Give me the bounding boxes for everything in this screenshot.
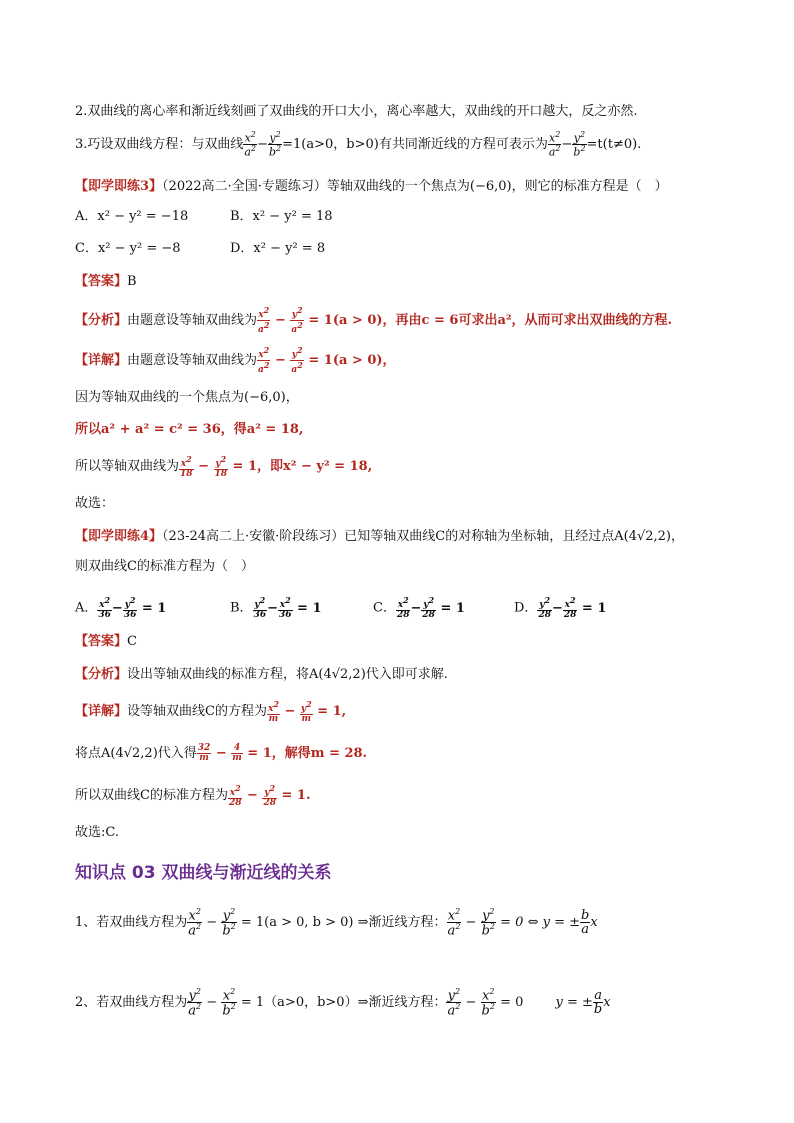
ex4-option-a-label: A． <box>75 600 98 616</box>
ex4-l2-a: 所以双曲线C的标准方程为 <box>75 788 228 803</box>
ex4-l1-a: 将点A(4√2,2)代入得 <box>75 746 197 761</box>
ex4-answer: C <box>127 634 137 649</box>
ex3-detail-l1: 因为等轴双曲线的一个焦点为(−6,0)， <box>75 390 299 405</box>
frac-x2-28: $\frac{x^2}{28}$ <box>228 782 242 808</box>
frac-d2: $\frac{x^2}{28}$ <box>563 595 577 620</box>
frac-y2-18: $\frac{y^2}{18}$ <box>214 453 228 479</box>
ex4-option-b-label: B． <box>230 600 253 616</box>
ex3-stem: （2022高二·全国·专题练习）等轴双曲线的一个焦点为(−6,0)，则它的标准方程是（ ） <box>162 179 668 194</box>
ex4-analysis-tag: 【分析】 <box>75 667 128 682</box>
frac-x2-a2-red: $\frac{x^2}{a^2}$ <box>258 305 270 335</box>
frac-k1-x2a2: $\frac{x^2}{a^2}$ <box>188 906 202 939</box>
ex3-analysis-a: 由题意设等轴双曲线为 <box>127 313 258 328</box>
note-p3-pre: 3.巧设双曲线方程：与双曲线 <box>75 137 244 152</box>
frac-x2-18: $\frac{x^2}{18}$ <box>180 453 193 479</box>
frac-k1-y2b2: $\frac{y^2}{b^2}$ <box>222 906 236 939</box>
ex3-detail-line: 【详解】由题意设等轴双曲线为 $\frac{x^2}{a^2}$ − $\frac{y^2}{a^2}$ = 1(a > 0)， <box>75 345 396 375</box>
frac-y2-m: $\frac{y^2}{m}$ <box>300 698 312 724</box>
note-p3: 3.巧设双曲线方程：与双曲线 $\frac{x^2}{a^2}$ − $\frac{y^2}{b^2}$ =1(a>0，b>0)有共同渐近线的方程可表示为 $\frac{x^2}{a^2}$ − $\frac{y^2}{b^2}$ =t(t≠0). <box>75 130 642 159</box>
ex3-answer-tag: 【答案】 <box>75 274 128 289</box>
ex4-option-b: B． $\frac{y^2}{36}$ − $\frac{x^2}{36}$ = 1 <box>230 595 322 620</box>
frac-k2-y2a2-b: $\frac{y^2}{a^2}$ <box>447 986 461 1019</box>
ex3-option-c: C．x² − y² = −8 <box>75 241 181 256</box>
note-p2: 2.双曲线的离心率和渐近线刻画了双曲线的开口大小，离心率越大，双曲线的开口越大，反之亦然. <box>75 104 638 119</box>
ex3-option-d: D．x² − y² = 8 <box>230 241 326 256</box>
frac-k2-x2b2-b: $\frac{x^2}{b^2}$ <box>481 986 495 1019</box>
frac-4-m: $\frac{4}{m}$ <box>232 743 242 763</box>
ex4-detail-line: 【详解】设等轴双曲线C的方程为 $\frac{x^2}{m}$ − $\frac{y^2}{m}$ = 1, <box>75 698 347 724</box>
ex3-l3-b: = 1，即x² − y² = 18, <box>228 459 373 474</box>
frac-y2-b2: $\frac{y^2}{b^2}$ <box>268 130 282 159</box>
frac-k1-x2a2-b: $\frac{x^2}{a^2}$ <box>447 906 461 939</box>
ex3-analysis-line: 【分析】由题意设等轴双曲线为 $\frac{x^2}{a^2}$ − $\frac{y^2}{a^2}$ = 1(a > 0)，再由c = 6可求出a²，从而可求出双曲线的方程. <box>75 305 673 335</box>
frac-c2: $\frac{y^2}{28}$ <box>422 595 435 620</box>
frac-c1: $\frac{x^2}{28}$ <box>396 595 410 620</box>
ex4-option-a: A． $\frac{x^2}{36}$ − $\frac{y^2}{36}$ = 1 <box>75 595 167 620</box>
ex4-answer-line <box>75 633 137 651</box>
frac-a2: $\frac{y^2}{36}$ <box>123 595 137 620</box>
ex3-detail-l2: 所以a² + a² = c² = 36，得a² = 18, <box>75 422 304 437</box>
ex3-analysis-tag: 【分析】 <box>75 313 128 328</box>
frac-x2-m: $\frac{x^2}{m}$ <box>267 698 279 724</box>
note-p3-mid1: =1(a>0，b>0)有共同渐近线的方程可表示为 <box>282 137 548 152</box>
ex4-detail-b: = 1, <box>312 704 347 719</box>
frac-k2-x2b2: $\frac{x^2}{b^2}$ <box>222 986 236 1019</box>
section-title: 知识点 03 双曲线与渐近线的关系 <box>75 863 332 883</box>
ex3-detail-tag: 【详解】 <box>75 353 128 368</box>
frac-b1: $\frac{y^2}{36}$ <box>253 595 267 620</box>
ex3-stem-line <box>75 178 668 196</box>
frac-b2: $\frac{x^2}{36}$ <box>279 595 292 620</box>
frac-x2-a2: $\frac{x^2}{a^2}$ <box>244 130 257 159</box>
ex3-detail-a: 由题意设等轴双曲线为 <box>127 353 258 368</box>
frac-x2-a2-b: $\frac{x^2}{a^2}$ <box>548 130 561 159</box>
ex4-detail-l1: 将点A(4√2,2)代入得 $\frac{32}{m}$ − $\frac{4}{m}$ = 1，解得m = 28. <box>75 743 368 763</box>
ex3-detail-l4: 故选： <box>75 496 115 511</box>
frac-y2-a2-red: $\frac{y^2}{a^2}$ <box>291 305 303 335</box>
ex4-stem-line2: 则双曲线C的标准方程为（ ） <box>75 559 254 574</box>
ex3-tag: 【即学即练3】 <box>75 179 163 194</box>
ex3-option-a: A．x² − y² = −18 <box>75 209 189 224</box>
ex4-option-c: C． $\frac{x^2}{28}$ − $\frac{y^2}{28}$ = 1 <box>373 595 465 620</box>
k2-asym: y = ± <box>555 995 593 1010</box>
ex4-analysis-line <box>75 666 448 684</box>
ex4-l2-b: = 1. <box>276 788 311 803</box>
ex3-answer-line <box>75 273 137 291</box>
frac-y2-b2-b: $\frac{y^2}{b^2}$ <box>573 130 586 159</box>
ex3-l3-a: 所以等轴双曲线为 <box>75 459 180 474</box>
ex4-option-d-label: D． <box>514 600 538 616</box>
ex4-stem-line1 <box>75 528 684 546</box>
ex4-option-c-label: C． <box>373 600 396 616</box>
k2-post: = 0 <box>500 995 524 1010</box>
ex3-detail-l3: 所以等轴双曲线为 $\frac{x^2}{18}$ − $\frac{y^2}{18}$ = 1，即x² − y² = 18, <box>75 453 373 479</box>
frac-a1: $\frac{x^2}{36}$ <box>98 595 111 620</box>
frac-k1-y2b2-b: $\frac{y^2}{b^2}$ <box>481 906 495 939</box>
knowledge-line-2: 2、若双曲线方程为 $\frac{y^2}{a^2}$ − $\frac{x^2}{b^2}$ = 1（a>0，b>0）⇒渐近线方程： $\frac{y^2}{a^2}$ − $\frac{x^2}{b^2}$ = 0 y = ± $\frac{a}{b}$ x <box>75 986 611 1019</box>
frac-d1: $\frac{y^2}{28}$ <box>538 595 551 620</box>
k2-mid: = 1（a>0，b>0）⇒渐近线方程： <box>240 995 447 1010</box>
ex4-detail-l3: 故选:C. <box>75 825 119 840</box>
ex4-detail-tag: 【详解】 <box>75 704 128 719</box>
frac-k2-y2a2: $\frac{y^2}{a^2}$ <box>188 986 202 1019</box>
knowledge-line-1: 1、若双曲线方程为 $\frac{x^2}{a^2}$ − $\frac{y^2}{b^2}$ = 1(a > 0, b > 0) ⇒渐近线方程： $\frac{x^2}{a^2}$ − $\frac{y^2}{b^2}$ = 0 ⇔ y = ± $\frac{b}{a}$ x <box>75 906 598 939</box>
k1-post: = 0 ⇔ y = ± <box>500 915 580 930</box>
ex4-option-d: D． $\frac{y^2}{28}$ − $\frac{x^2}{28}$ = 1 <box>514 595 607 620</box>
ex4-detail-l2: 所以双曲线C的标准方程为 $\frac{x^2}{28}$ − $\frac{y^2}{28}$ = 1. <box>75 782 311 808</box>
ex4-analysis: 设出等轴双曲线的标准方程，将A(4√2,2)代入即可求解. <box>127 667 448 682</box>
ex4-detail-a: 设等轴双曲线C的方程为 <box>127 704 267 719</box>
frac-32-m: $\frac{32}{m}$ <box>197 743 211 763</box>
ex3-option-b: B．x² − y² = 18 <box>230 209 333 224</box>
ex4-l1-b: = 1，解得m = 28. <box>242 746 368 761</box>
note-p3-mid2: =t(t≠0). <box>586 137 642 152</box>
frac-x2-a2-red-2: $\frac{x^2}{a^2}$ <box>258 345 270 375</box>
k2-pre: 2、若双曲线方程为 <box>75 995 188 1010</box>
ex3-answer: B <box>127 274 137 289</box>
ex3-detail-b: = 1(a > 0)， <box>303 353 396 368</box>
frac-y2-28: $\frac{y^2}{28}$ <box>263 782 276 808</box>
ex4-stem1: （23-24高二上·安徽·阶段练习）已知等轴双曲线C的对称轴为坐标轴，且经过点A(4√2,2)， <box>162 529 684 544</box>
frac-y2-a2-red-2: $\frac{y^2}{a^2}$ <box>291 345 303 375</box>
frac-k1-b-a: $\frac{b}{a}$ <box>581 908 590 937</box>
ex4-tag: 【即学即练4】 <box>75 529 163 544</box>
frac-k2-a-b: $\frac{a}{b}$ <box>593 988 603 1017</box>
k1-pre: 1、若双曲线方程为 <box>75 915 188 930</box>
ex3-analysis-b: = 1(a > 0)，再由c = 6可求出a²，从而可求出双曲线的方程. <box>303 313 673 328</box>
k1-mid: = 1(a > 0, b > 0) ⇒渐近线方程： <box>240 915 447 930</box>
ex4-answer-tag: 【答案】 <box>75 634 128 649</box>
